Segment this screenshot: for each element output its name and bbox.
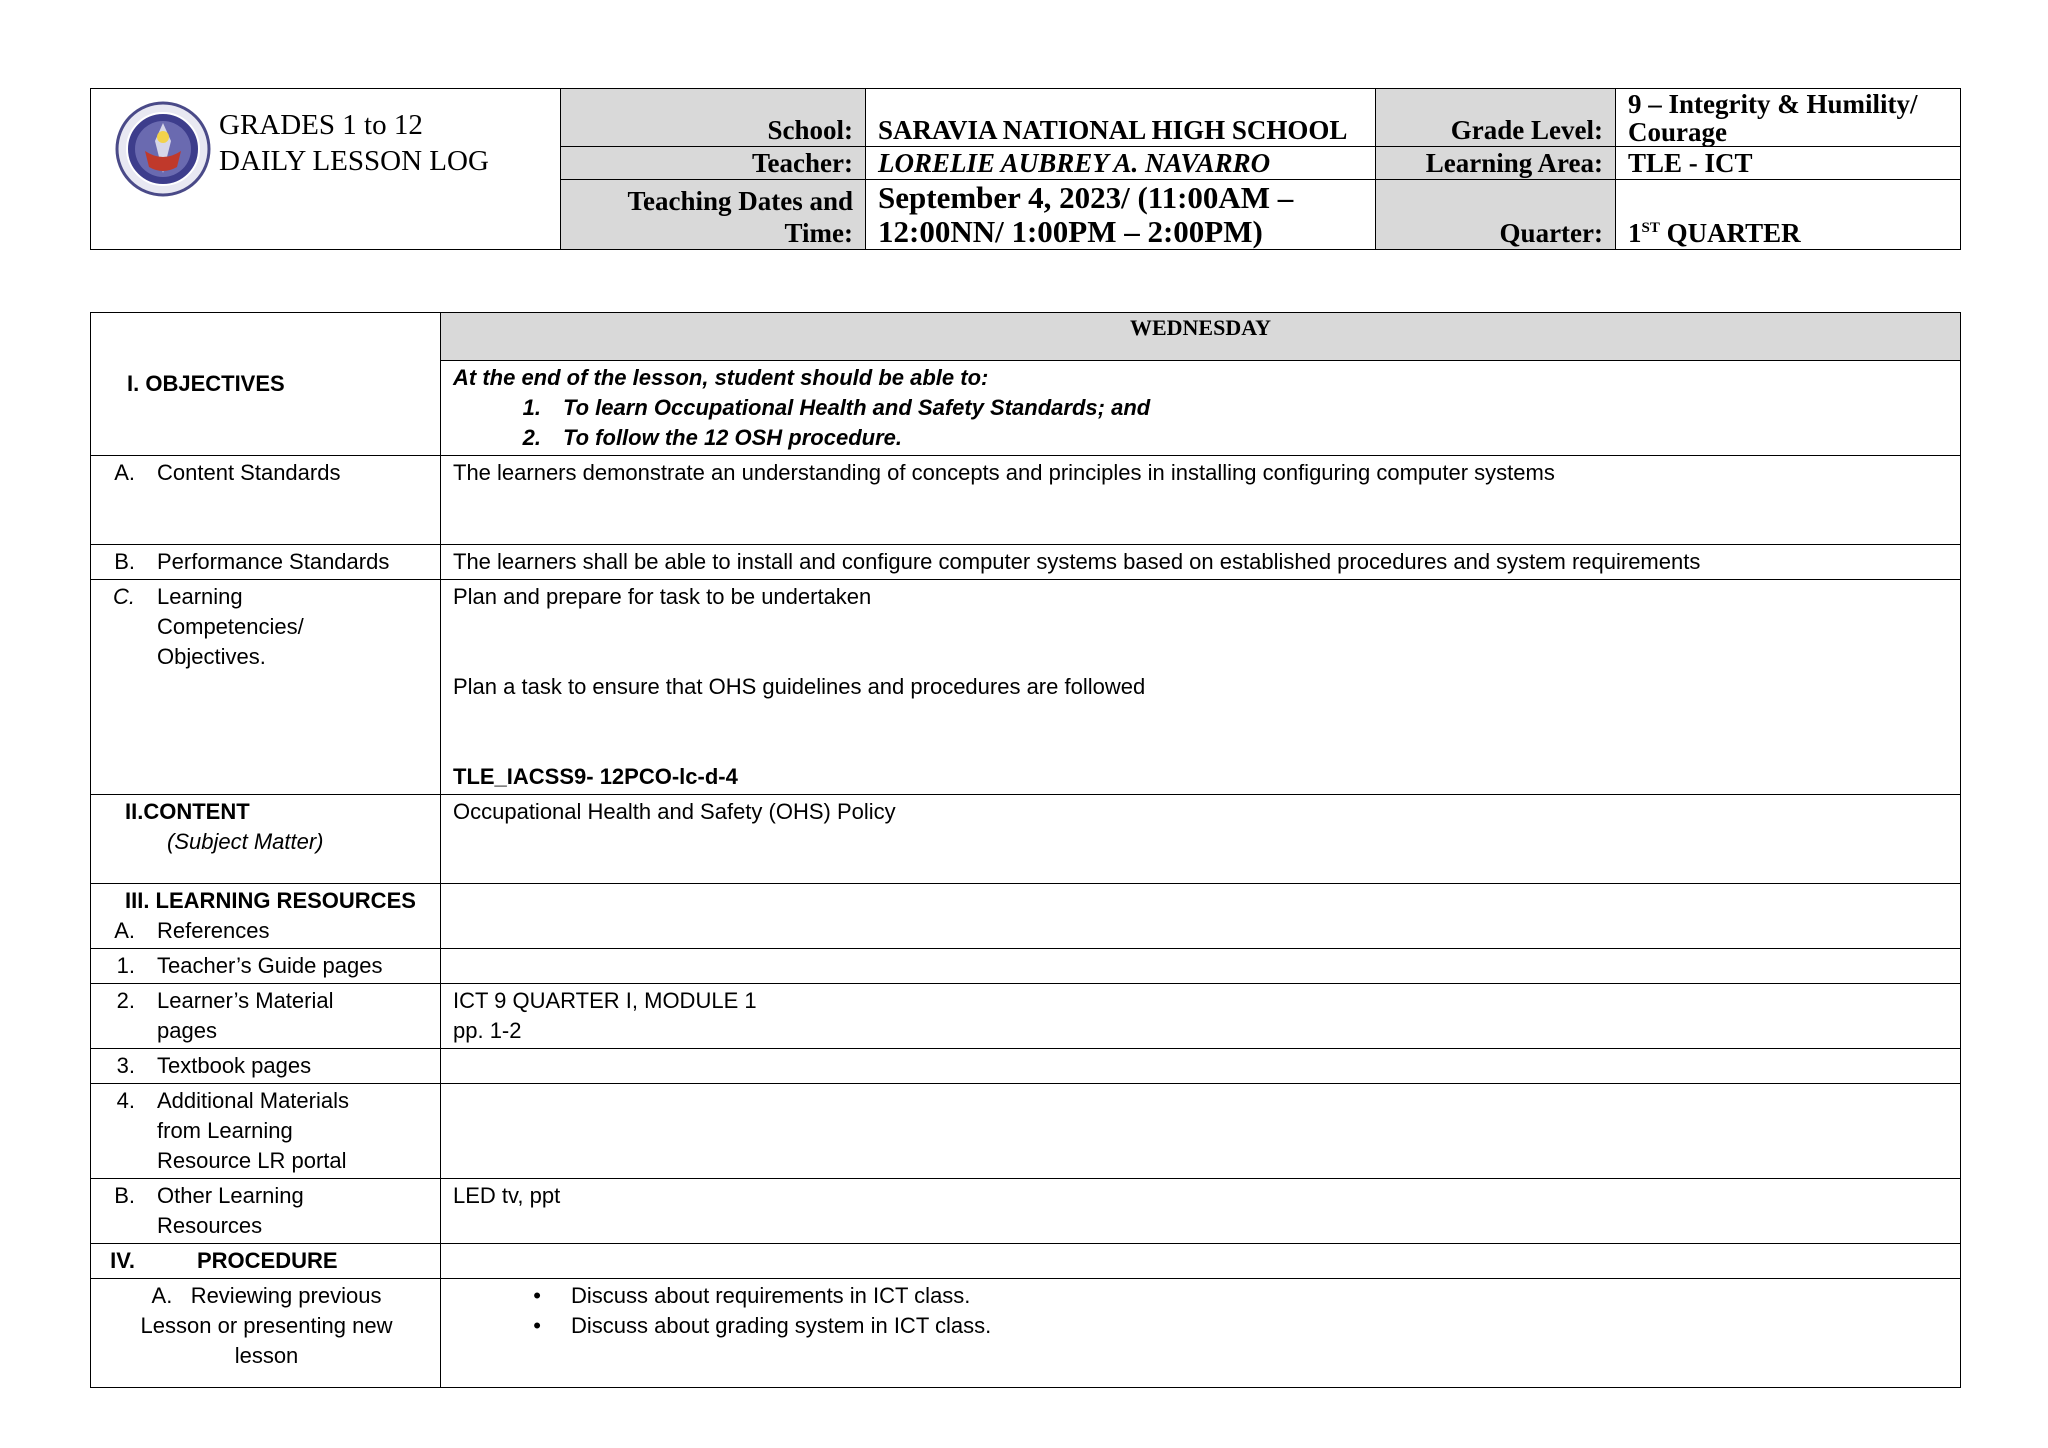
row-number: 1. (116, 953, 135, 978)
objectives-intro: At the end of the lesson, student should be able to: (453, 365, 989, 390)
performance-standards-value: The learners shall be able to install and configure computer systems based on established procedures and system requirements (441, 545, 1961, 580)
row-label-line: Learner’s Material (157, 988, 334, 1013)
reviewing-lesson-label (91, 1279, 441, 1388)
bullet-item (453, 1311, 1948, 1341)
procedure-label (91, 1244, 441, 1279)
teaching-dates-label (561, 180, 866, 250)
learning-resources-title: III. LEARNING RESOURCES (125, 888, 416, 913)
row-number: A. (151, 1283, 173, 1308)
school-value: SARAVIA NATIONAL HIGH SCHOOL (866, 89, 1376, 147)
content-standards-value: The learners demonstrate an understanding of concepts and principles in installing configuring computer systems (441, 456, 1961, 545)
row-label-line: Additional Materials (157, 1088, 349, 1113)
lesson-plan-table (90, 312, 1961, 1388)
other-resources-label (91, 1179, 441, 1244)
grade-level-value (1616, 89, 1961, 147)
row-label: Textbook pages (157, 1053, 312, 1078)
performance-standards-label (91, 545, 441, 580)
row-label: Teacher’s Guide pages (157, 953, 383, 978)
row-label-line: Lesson or presenting new (140, 1313, 393, 1338)
row-number: IV. (110, 1248, 135, 1273)
day-header: WEDNESDAY (441, 313, 1961, 361)
row-label-line: lesson (234, 1343, 299, 1368)
content-number: II. (125, 799, 144, 824)
teaching-dates-label-line-1: Teaching Dates and (627, 186, 853, 216)
learning-resources-label (91, 884, 441, 949)
additional-materials-value (441, 1084, 1961, 1179)
row-number: C. (113, 584, 135, 609)
competency-code: TLE_IACSS9- 12PCO-lc-d-4 (453, 764, 738, 789)
objectives-cell (441, 361, 1961, 456)
learners-material-line-2: pp. 1-2 (453, 1018, 522, 1043)
document-title (219, 107, 489, 179)
quarter-value (1616, 180, 1961, 250)
teaching-dates-label-line-2: Time: (784, 218, 853, 248)
teacher-label: Teacher: (561, 147, 866, 180)
procedure-value (441, 1244, 1961, 1279)
lesson-log-header (90, 88, 1961, 250)
textbook-pages-label (91, 1049, 441, 1084)
row-label: References (157, 918, 270, 943)
row-label: PROCEDURE (197, 1248, 338, 1273)
row-label-line: Learning (157, 584, 243, 609)
quarter-ordinal: ST (1641, 220, 1660, 236)
row-number: 3. (116, 1053, 135, 1078)
row-label: Content Standards (157, 460, 341, 485)
grade-level-line-1: 9 – Integrity & Humility/ (1628, 89, 1918, 119)
row-label-line: pages (157, 1018, 217, 1043)
teaching-dates-line-2: 12:00NN/ 1:00PM – 2:00PM) (878, 214, 1263, 249)
learning-area-label: Learning Area: (1376, 147, 1616, 180)
learners-material-line-1: ICT 9 QUARTER I, MODULE 1 (453, 988, 757, 1013)
logo-cell (91, 89, 561, 250)
content-label (91, 795, 441, 884)
learning-area-value: TLE - ICT (1616, 147, 1961, 180)
content-value: Occupational Health and Safety (OHS) Policy (441, 795, 1961, 884)
row-number: 4. (116, 1088, 135, 1113)
competency-2: Plan a task to ensure that OHS guidelines and procedures are followed (453, 674, 1146, 699)
objective-item (453, 423, 1948, 453)
bullet-text: Discuss about requirements in ICT class. (571, 1283, 971, 1308)
references-value (441, 884, 1961, 949)
row-number: B. (114, 1183, 135, 1208)
grade-level-label: Grade Level: (1376, 89, 1616, 147)
teaching-dates-line-1: September 4, 2023/ (11:00AM – (878, 180, 1294, 215)
learning-competencies-value (441, 580, 1961, 795)
row-label-line: Resources (157, 1213, 263, 1238)
bullet-text: Discuss about grading system in ICT class. (571, 1313, 992, 1338)
bullet-item (453, 1281, 1948, 1311)
teachers-guide-label (91, 949, 441, 984)
objective-number: 2. (522, 425, 541, 450)
row-label-line: Other Learning (157, 1183, 304, 1208)
textbook-pages-value (441, 1049, 1961, 1084)
bullet-icon: • (533, 1313, 541, 1338)
objective-text: To follow the 12 OSH procedure. (563, 425, 903, 450)
objectives-label: I. OBJECTIVES (91, 313, 441, 456)
content-subtitle: (Subject Matter) (167, 829, 324, 854)
learners-material-label (91, 984, 441, 1049)
content-standards-label (91, 456, 441, 545)
teacher-value: LORELIE AUBREY A. NAVARRO (866, 147, 1376, 180)
learners-material-value (441, 984, 1961, 1049)
additional-materials-label (91, 1084, 441, 1179)
row-number: A. (114, 460, 135, 485)
teachers-guide-value (441, 949, 1961, 984)
row-number: B. (114, 549, 135, 574)
content-title: CONTENT (143, 799, 250, 824)
reviewing-lesson-value (441, 1279, 1961, 1388)
quarter-number: 1 (1628, 218, 1642, 248)
title-line-2: DAILY LESSON LOG (219, 145, 489, 177)
deped-seal-icon (115, 101, 211, 197)
title-line-1: GRADES 1 to 12 (219, 109, 423, 141)
objective-text: To learn Occupational Health and Safety Standards; and (563, 395, 1151, 420)
competency-1: Plan and prepare for task to be undertaken (453, 584, 872, 609)
row-label: Performance Standards (157, 549, 390, 574)
objective-number: 1. (522, 395, 541, 420)
quarter-text: QUARTER (1659, 218, 1801, 248)
quarter-label: Quarter: (1376, 180, 1616, 250)
row-label-line: Resource LR portal (157, 1148, 347, 1173)
objectives-list (453, 393, 1948, 453)
row-label-line: Objectives. (157, 644, 266, 669)
bullet-icon: • (533, 1283, 541, 1308)
row-label-line: Reviewing previous (190, 1283, 382, 1308)
row-number: A. (114, 918, 135, 943)
learning-competencies-label (91, 580, 441, 795)
school-label: School: (561, 89, 866, 147)
teaching-dates-value (866, 180, 1376, 250)
row-number: 2. (116, 988, 135, 1013)
grade-level-line-2: Courage (1628, 117, 1727, 147)
other-resources-value: LED tv, ppt (441, 1179, 1961, 1244)
row-label-line: Competencies/ (157, 614, 304, 639)
objective-item (453, 393, 1948, 423)
row-label-line: from Learning (157, 1118, 293, 1143)
